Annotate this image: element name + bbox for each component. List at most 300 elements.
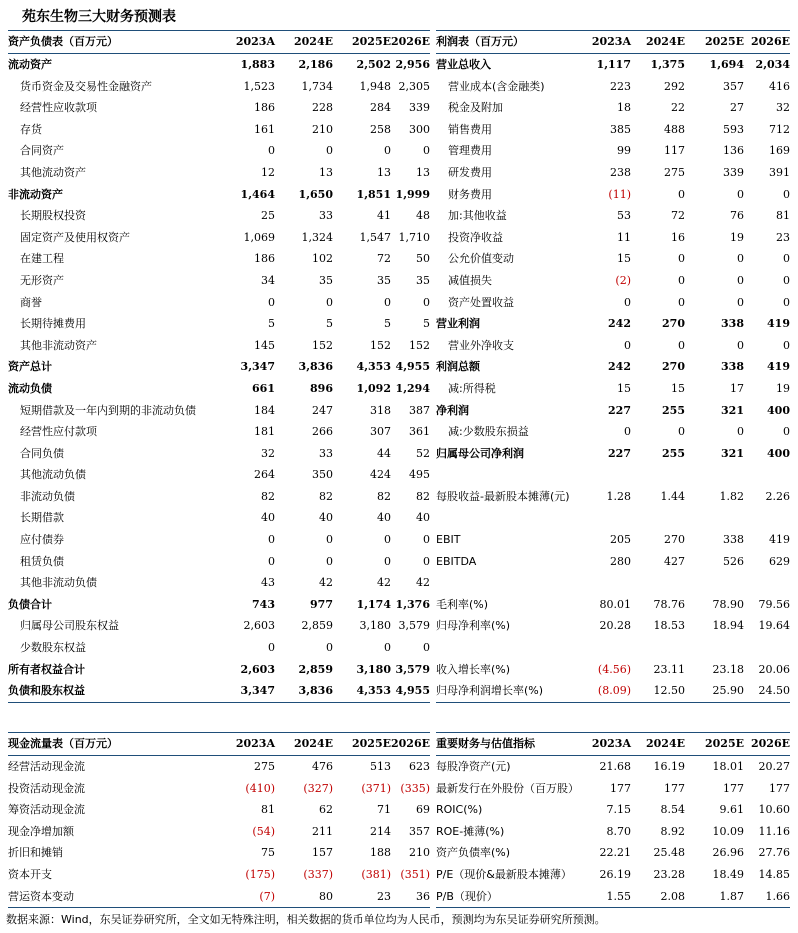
row-label: 无形资产: [20, 273, 64, 287]
row-label: 固定资产及使用权资产: [20, 230, 130, 244]
cell-value: 2,603: [240, 662, 275, 676]
table-row: [436, 529, 790, 551]
cell-value: 157: [312, 846, 333, 860]
row-label: 其他非流动资产: [20, 338, 97, 352]
cell-value: 0: [737, 425, 744, 439]
cell-value: 419: [767, 360, 790, 374]
column-year-header: 2024E: [646, 737, 685, 750]
cell-value: (337): [303, 867, 333, 881]
cell-value: 40: [319, 511, 333, 525]
cell-value: 1,294: [395, 381, 430, 395]
table-row: [436, 205, 790, 227]
row-label: 流动资产: [8, 58, 52, 71]
row-label: P/B（现价）: [436, 889, 498, 903]
cell-value: 117: [664, 144, 685, 158]
cell-value: 300: [409, 122, 430, 136]
cell-value: 9.61: [719, 803, 744, 817]
cell-value: 0: [678, 425, 685, 439]
row-label: 销售费用: [448, 122, 492, 136]
cell-value: 27.76: [758, 846, 790, 860]
cell-value: 12.50: [653, 684, 685, 698]
cell-value: 1.28: [606, 489, 631, 503]
cell-value: 48: [416, 209, 430, 223]
cell-value: 385: [610, 122, 631, 136]
cell-value: (7): [259, 889, 275, 903]
column-year-header: 2026E: [391, 737, 430, 750]
cell-value: (381): [361, 867, 391, 881]
cell-value: 81: [776, 209, 790, 223]
table-row: [436, 378, 790, 400]
table-row: [8, 54, 430, 76]
row-label: P/E（现价&最新股本摊薄）: [436, 867, 572, 881]
row-label: 归母净利润增长率(%): [436, 684, 544, 698]
cell-value: 75: [261, 846, 275, 860]
row-label: 非流动资产: [8, 187, 63, 201]
table-row: [436, 119, 790, 141]
table-row: [8, 615, 430, 637]
cell-value: 35: [319, 273, 333, 287]
cash-flow-table: [8, 732, 430, 908]
column-year-header: 2023A: [591, 737, 631, 750]
cell-value: 152: [370, 338, 391, 352]
cell-value: 53: [617, 209, 631, 223]
cell-value: 258: [370, 122, 391, 136]
cell-value: 18: [617, 101, 631, 115]
cell-value: 1,547: [359, 230, 391, 244]
cell-value: 13: [319, 165, 333, 179]
cell-value: 102: [312, 252, 333, 266]
row-label: 少数股东权益: [20, 641, 86, 655]
row-label: 商誉: [20, 295, 42, 309]
table-title: 资产负债表（百万元）: [8, 35, 118, 48]
table-row: [8, 529, 430, 551]
cell-value: 339: [723, 165, 744, 179]
cell-value: 177: [723, 781, 744, 795]
cell-value: 255: [662, 446, 685, 460]
table-title: 利润表（百万元）: [436, 35, 524, 48]
row-label: 归属母公司净利润: [436, 446, 524, 460]
table-row: [8, 486, 430, 508]
cell-value: 10.09: [712, 824, 744, 838]
cell-value: 1,464: [240, 187, 275, 201]
table-header: [436, 732, 790, 756]
cell-value: 424: [370, 468, 391, 482]
cell-value: (335): [400, 781, 430, 795]
table-row: [8, 886, 430, 909]
cell-value: 1,523: [243, 79, 275, 93]
cell-value: 0: [384, 641, 391, 655]
cell-value: 40: [261, 511, 275, 525]
cell-value: 264: [254, 468, 275, 482]
table-row: [436, 76, 790, 98]
row-label: 负债和股东权益: [8, 684, 85, 698]
cell-value: 0: [326, 533, 333, 547]
row-label: 研发费用: [448, 165, 492, 179]
cell-value: 400: [767, 403, 790, 417]
cell-value: 1,174: [356, 597, 391, 611]
cell-value: 27: [730, 101, 744, 115]
cell-value: 177: [769, 781, 790, 795]
cell-value: 18.53: [653, 619, 685, 633]
cell-value: 338: [723, 533, 744, 547]
cell-value: 0: [783, 295, 790, 309]
cell-value: 0: [737, 295, 744, 309]
row-label: 折旧和摊销: [8, 846, 63, 860]
cell-value: 238: [610, 165, 631, 179]
cell-value: (54): [252, 824, 275, 838]
row-label: 存货: [20, 122, 42, 136]
table-row: [436, 248, 790, 270]
table-row: [8, 680, 430, 703]
cell-value: 0: [737, 187, 744, 201]
cell-value: 0: [326, 554, 333, 568]
table-row: [8, 842, 430, 864]
table-row: [8, 119, 430, 141]
cell-value: 0: [737, 273, 744, 287]
cell-value: 270: [664, 533, 685, 547]
column-year-header: 2024E: [294, 35, 333, 48]
cell-value: 223: [610, 79, 631, 93]
cell-value: 79.56: [758, 597, 790, 611]
table-row: [436, 659, 790, 681]
cell-value: 1.66: [765, 889, 790, 903]
table-row: [436, 54, 790, 76]
cell-value: 80: [319, 889, 333, 903]
table-row: [436, 551, 790, 573]
cell-value: 4,955: [395, 684, 430, 698]
cell-value: 0: [737, 338, 744, 352]
row-label: 利润总额: [436, 360, 480, 374]
cell-value: 186: [254, 101, 275, 115]
table-row: [8, 270, 430, 292]
cell-value: 2,859: [298, 662, 333, 676]
cell-value: 23: [776, 230, 790, 244]
cell-value: 136: [723, 144, 744, 158]
cell-value: 11: [617, 230, 631, 244]
row-label: 归母净利率(%): [436, 619, 511, 633]
row-label: 营运资本变动: [8, 889, 74, 903]
table-row: [436, 227, 790, 249]
cell-value: 0: [678, 273, 685, 287]
cell-value: 247: [312, 403, 333, 417]
table-row: [8, 551, 430, 573]
cell-value: 1,069: [243, 230, 275, 244]
cell-value: 33: [319, 446, 333, 460]
row-label: 其他流动负债: [20, 468, 86, 482]
cell-value: 69: [416, 803, 430, 817]
row-label: 资产负债率(%): [436, 846, 511, 860]
table-row: [8, 97, 430, 119]
cell-value: 184: [254, 403, 275, 417]
cell-value: 242: [608, 317, 631, 331]
cell-value: 15: [617, 252, 631, 266]
cell-value: 228: [312, 101, 333, 115]
cell-value: (327): [303, 781, 333, 795]
cell-value: 3,347: [240, 360, 275, 374]
row-label: 负债合计: [8, 597, 52, 611]
cell-value: 0: [384, 295, 391, 309]
table-header: [8, 732, 430, 756]
table-row: [8, 378, 430, 400]
table-row: [8, 659, 430, 681]
table-row: [8, 76, 430, 98]
cell-value: 357: [409, 824, 430, 838]
row-label: 其他流动资产: [20, 165, 86, 179]
cell-value: 23.28: [653, 867, 685, 881]
row-label: 应付债券: [20, 533, 64, 547]
cell-value: 214: [370, 824, 391, 838]
cell-value: 0: [268, 554, 275, 568]
cell-value: (371): [361, 781, 391, 795]
row-label: EBIT: [436, 533, 461, 547]
cell-value: 19.64: [758, 619, 790, 633]
row-label: 在建工程: [20, 252, 64, 266]
row-label: 每股净资产(元): [436, 760, 511, 773]
cell-value: 1,851: [356, 187, 391, 201]
cell-value: (410): [245, 781, 275, 795]
table-row: [436, 756, 790, 778]
cell-value: 15: [617, 381, 631, 395]
cell-value: 0: [423, 533, 430, 547]
cell-value: 41: [377, 209, 391, 223]
cell-value: 593: [723, 122, 744, 136]
table-row: [436, 162, 790, 184]
row-label: 货币资金及交易性金融资产: [20, 79, 152, 93]
table-row: [8, 162, 430, 184]
table-row: [8, 140, 430, 162]
cell-value: 186: [254, 252, 275, 266]
cell-value: 181: [254, 425, 275, 439]
cell-value: 476: [312, 760, 333, 773]
table-row: [8, 799, 430, 821]
row-label: 短期借款及一年内到期的非流动负债: [20, 403, 196, 417]
cell-value: 350: [312, 468, 333, 482]
cell-value: 5: [326, 317, 333, 331]
table-row: [8, 821, 430, 843]
cell-value: 82: [319, 489, 333, 503]
cell-value: 26.19: [599, 867, 631, 881]
cell-value: 42: [416, 576, 430, 590]
cell-value: 0: [384, 533, 391, 547]
cell-value: 2.26: [765, 489, 790, 503]
row-label: 租赁负债: [20, 554, 64, 568]
cell-value: 23.18: [712, 662, 744, 676]
table-row: [436, 270, 790, 292]
column-year-header: 2024E: [646, 35, 685, 48]
table-row: [8, 756, 430, 778]
cell-value: 0: [423, 144, 430, 158]
cell-value: 361: [409, 425, 430, 439]
cell-value: 275: [664, 165, 685, 179]
cell-value: 40: [416, 511, 430, 525]
cell-value: 161: [254, 122, 275, 136]
cell-value: 32: [261, 446, 275, 460]
cell-value: 3,579: [398, 619, 430, 633]
cell-value: 3,180: [359, 619, 391, 633]
row-label: 筹资活动现金流: [8, 803, 85, 817]
cell-value: 513: [370, 760, 391, 773]
table-row: [8, 464, 430, 486]
cell-value: 22.21: [599, 846, 631, 860]
table-row: [436, 842, 790, 864]
cell-value: 357: [723, 79, 744, 93]
row-label: 财务费用: [448, 187, 492, 201]
table-row: [8, 292, 430, 314]
table-row: [8, 248, 430, 270]
cell-value: 8.70: [606, 824, 631, 838]
cell-value: 23: [377, 889, 391, 903]
column-year-header: 2023A: [235, 35, 275, 48]
page-title: 苑东生物三大财务预测表: [22, 9, 176, 25]
cell-value: 19: [730, 230, 744, 244]
cell-value: 275: [254, 760, 275, 773]
cell-value: 623: [409, 760, 430, 773]
column-year-header: 2025E: [705, 737, 744, 750]
cell-value: 1,710: [398, 230, 430, 244]
cell-value: 1.82: [719, 489, 744, 503]
cell-value: (11): [608, 187, 631, 201]
row-label: ROIC(%): [436, 803, 483, 817]
cell-value: 14.85: [758, 867, 790, 881]
cell-value: 34: [261, 273, 275, 287]
table-row: [8, 594, 430, 616]
cell-value: 2,603: [243, 619, 275, 633]
cell-value: 1,734: [301, 79, 333, 93]
column-year-header: 2026E: [391, 35, 430, 48]
cell-value: 16.19: [653, 760, 685, 773]
cell-value: 7.15: [606, 803, 631, 817]
cell-value: 1,694: [709, 58, 744, 71]
cell-value: 210: [312, 122, 333, 136]
cell-value: 419: [767, 317, 790, 331]
row-label: 投资净收益: [448, 230, 503, 244]
cell-value: 19: [776, 381, 790, 395]
cell-value: 0: [326, 144, 333, 158]
cell-value: 42: [319, 576, 333, 590]
cell-value: 0: [678, 295, 685, 309]
table-row: [436, 615, 790, 637]
column-year-header: 2023A: [235, 737, 275, 750]
cell-value: 0: [384, 144, 391, 158]
cell-value: 0: [678, 252, 685, 266]
row-label: 公允价值变动: [448, 252, 514, 266]
cell-value: 8.54: [660, 803, 685, 817]
cell-value: 242: [608, 360, 631, 374]
row-label: 减:少数股东损益: [448, 425, 529, 439]
table-row: [436, 864, 790, 886]
cell-value: 13: [377, 165, 391, 179]
cell-value: 270: [662, 360, 685, 374]
cell-value: 17: [730, 381, 744, 395]
cell-value: 977: [310, 597, 333, 611]
cell-value: 81: [261, 803, 275, 817]
cell-value: 99: [617, 144, 631, 158]
cell-value: 26.96: [712, 846, 744, 860]
table-row: [436, 572, 790, 594]
column-year-header: 2025E: [352, 35, 391, 48]
table-row: [436, 507, 790, 529]
cell-value: 0: [624, 295, 631, 309]
cell-value: 145: [254, 338, 275, 352]
row-label: ROE-摊薄(%): [436, 824, 505, 838]
cell-value: 2,186: [298, 58, 333, 71]
cell-value: 82: [261, 489, 275, 503]
table-row: [8, 335, 430, 357]
table-row: [8, 637, 430, 659]
row-label: 经营性应收款项: [20, 101, 97, 115]
cell-value: 5: [423, 317, 430, 331]
cell-value: 0: [678, 338, 685, 352]
table-row: [8, 572, 430, 594]
row-label: 营业外净收支: [448, 338, 514, 352]
cell-value: 33: [319, 209, 333, 223]
cell-value: (351): [400, 867, 430, 881]
column-year-header: 2026E: [751, 737, 790, 750]
cell-value: 0: [783, 252, 790, 266]
cell-value: 0: [783, 187, 790, 201]
cell-value: 1,650: [298, 187, 333, 201]
cell-value: 0: [423, 554, 430, 568]
cell-value: 82: [416, 489, 430, 503]
table-row: [8, 443, 430, 465]
row-label: 税金及附加: [448, 101, 503, 115]
column-year-header: 2026E: [751, 35, 790, 48]
cell-value: 18.49: [712, 867, 744, 881]
cell-value: 32: [776, 101, 790, 115]
row-label: 资产总计: [8, 360, 52, 374]
cell-value: 3,836: [298, 360, 333, 374]
cell-value: 0: [624, 425, 631, 439]
cell-value: 1,948: [359, 79, 391, 93]
cell-value: 2,956: [395, 58, 430, 71]
cell-value: 1,883: [240, 58, 275, 71]
cell-value: 2,859: [301, 619, 333, 633]
table-row: [436, 313, 790, 335]
cell-value: 12: [261, 165, 275, 179]
cell-value: 35: [416, 273, 430, 287]
cell-value: 22: [671, 101, 685, 115]
row-label: 所有者权益合计: [8, 662, 85, 676]
cell-value: 1,117: [596, 58, 631, 71]
table-row: [436, 594, 790, 616]
cell-value: 661: [252, 381, 275, 395]
cell-value: 211: [312, 824, 333, 838]
table-row: [436, 886, 790, 909]
cell-value: 11.16: [758, 824, 790, 838]
cell-value: 2,034: [755, 58, 790, 71]
cell-value: 339: [409, 101, 430, 115]
table-row: [436, 140, 790, 162]
cell-value: 80.01: [599, 597, 631, 611]
cell-value: 0: [423, 641, 430, 655]
cell-value: 270: [662, 317, 685, 331]
cell-value: 177: [664, 781, 685, 795]
cell-value: 2.08: [660, 889, 685, 903]
cell-value: 1.55: [606, 889, 631, 903]
cell-value: 15: [671, 381, 685, 395]
cell-value: 20.28: [599, 619, 631, 633]
row-label: 最新发行在外股份（百万股）: [436, 781, 579, 795]
cell-value: 416: [769, 79, 790, 93]
cell-value: 712: [769, 122, 790, 136]
cell-value: 4,353: [356, 684, 391, 698]
table-row: [8, 864, 430, 886]
cell-value: 0: [326, 295, 333, 309]
cell-value: 0: [384, 554, 391, 568]
table-row: [8, 313, 430, 335]
table-row: [436, 443, 790, 465]
cell-value: 50: [416, 252, 430, 266]
